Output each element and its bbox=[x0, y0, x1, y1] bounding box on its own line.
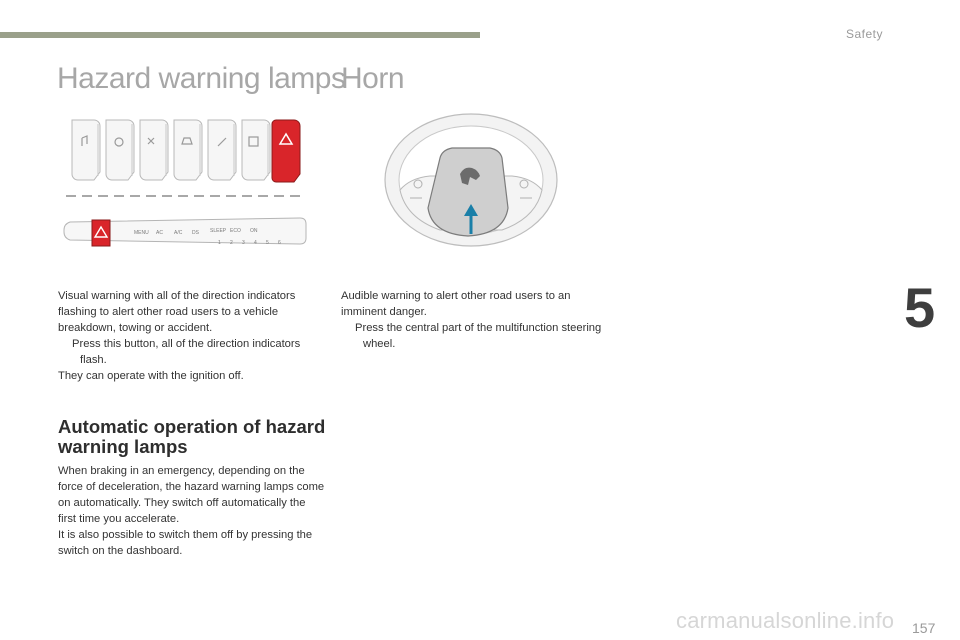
section-color-bar bbox=[0, 32, 480, 38]
svg-text:5: 5 bbox=[266, 240, 269, 246]
svg-text:ECO: ECO bbox=[230, 228, 241, 234]
svg-text:3: 3 bbox=[242, 240, 245, 246]
page-number: 157 bbox=[912, 620, 936, 636]
svg-text:4: 4 bbox=[254, 240, 257, 246]
section-label: Safety bbox=[846, 27, 884, 41]
watermark: carmanualsonline.info bbox=[676, 608, 895, 633]
horn-intro: Audible warning to alert other road users to an imminent danger. bbox=[341, 290, 571, 318]
automatic-description bbox=[58, 463, 326, 559]
hazard-switch-illustration bbox=[58, 112, 320, 262]
horn-title: Horn bbox=[341, 62, 405, 95]
hazard-note: They can operate with the ignition off. bbox=[58, 370, 244, 382]
hazard-description bbox=[58, 288, 326, 384]
svg-text:1: 1 bbox=[218, 240, 221, 246]
svg-text:DS: DS bbox=[192, 230, 199, 236]
horn-bullet-item bbox=[341, 320, 603, 352]
svg-text:SLEEP: SLEEP bbox=[210, 228, 227, 234]
svg-text:2: 2 bbox=[230, 240, 233, 246]
hazard-intro: Visual warning with all of the direction indicators flashing to alert other road users to a vehicle breakdown, towing or accident. bbox=[58, 290, 296, 334]
svg-text:A/C: A/C bbox=[174, 230, 183, 236]
chapter-number: 5 bbox=[904, 276, 936, 339]
horn-bullet-text: Press the central part of the multifunction steering wheel. bbox=[355, 322, 602, 350]
steering-wheel-illustration bbox=[380, 112, 562, 248]
svg-text:AC: AC bbox=[156, 230, 163, 236]
svg-text:ON: ON bbox=[250, 228, 258, 234]
automatic-text-1: When braking in an emergency, depending on the force of deceleration, the hazard warning lamps come on automatically. They switch off automatically the first time you accelerate. bbox=[58, 465, 325, 525]
automatic-title: Automatic operation of hazard warning lamps bbox=[58, 416, 326, 457]
automatic-text-2: It is also possible to switch them off by pressing the switch on the dashboard. bbox=[58, 529, 313, 557]
hazard-bullet-text: Press this button, all of the direction indicators flash. bbox=[72, 338, 301, 366]
horn-description bbox=[341, 288, 603, 352]
hazard-bullet-item bbox=[58, 336, 326, 368]
svg-text:MENU: MENU bbox=[134, 230, 149, 236]
svg-text:6: 6 bbox=[278, 240, 281, 246]
hazard-title: Hazard warning lamps bbox=[57, 62, 346, 95]
